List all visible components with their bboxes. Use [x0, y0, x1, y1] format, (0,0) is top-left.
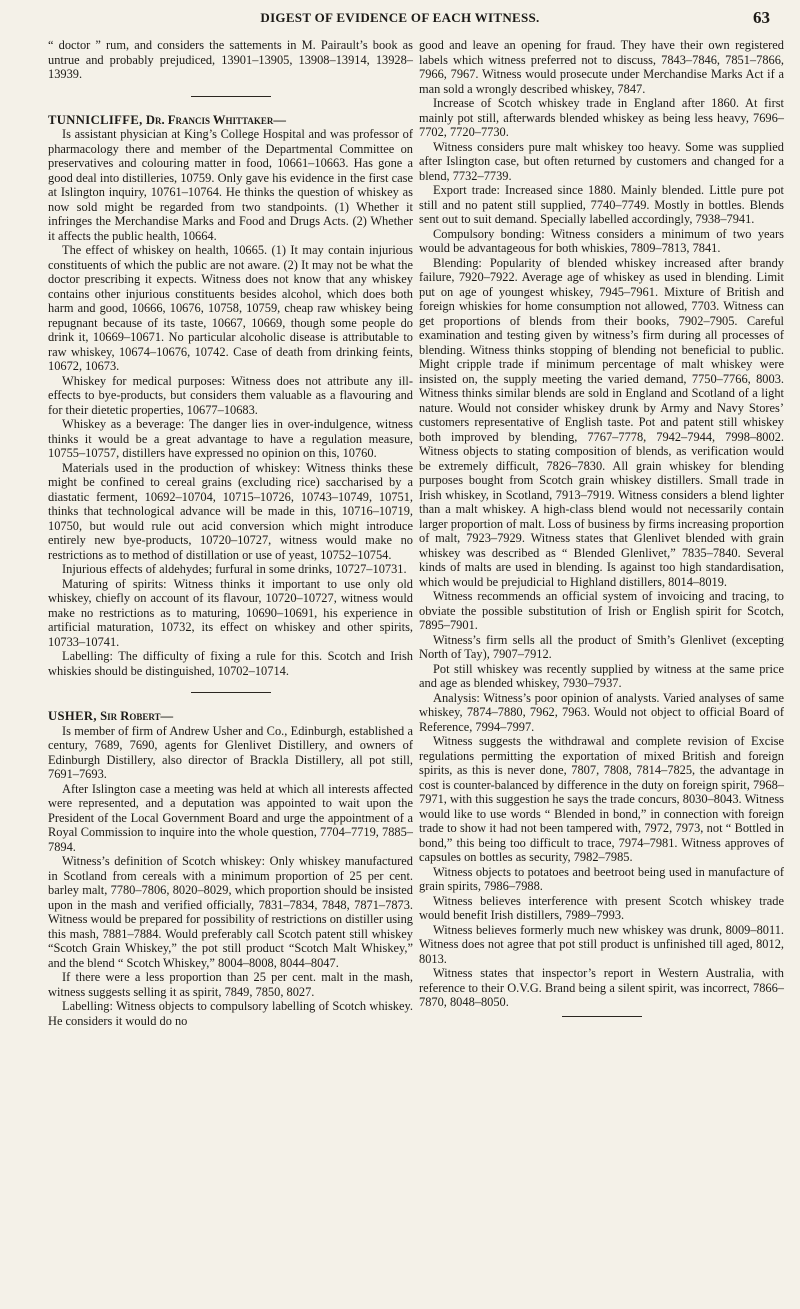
evidence-paragraph: Witness’s firm sells all the product of Smith’s Glenlivet (excepting North of Tay), 7907–7912.: [419, 632, 784, 661]
section-divider: [562, 1016, 642, 1017]
evidence-paragraph: Witness’s definition of Scotch whiskey: Only whiskey manufactured in Scotland from cereals with a minimum proportion of 25 per cent. barley malt, 7780–7806, 8020–8029, which proportion should be insisted upon in the mash and verified officially, 7831–7834, 7848, 7871–7873. Witness would be prepared for possibility of restrictions on distiller using this mash, 7881–7884. Would preferably call Scotch patent still whiskey “Scotch Grain Whiskey,” the pot still product “Scotch Malt Whiskey,” and the blend “ Scotch Whiskey,” 8004–8008, 8044–8047.: [48, 854, 413, 970]
running-title: DIGEST OF EVIDENCE OF EACH WITNESS.: [260, 10, 540, 25]
evidence-paragraph: Materials used in the production of whiskey: Witness thinks these might be confined to cereal grains (excluding rice) saccharised by a diastatic ferment, 10692–10704, 10715–10726, 10743–10749, 10751, thinks that technological advance will be made in this, 10716–10719, 10750, but would rule out acid conversion which might introduce entirely new bye-products, 10720–10727, witness would make no restrictions as to method of distillation or use of yeast, 10752–10754.: [48, 460, 413, 562]
section-divider: [191, 692, 271, 693]
evidence-paragraph: Witness suggests the withdrawal and complete revision of Excise regulations permitting the exportation of mixed British and foreign spirits, as this is never done, 7807, 7808, 7814–7825, the advantage in cost is counter-balanced by difference in the duty on foreign spirit, 7968–7971, with this suggestion he says the trade concurs, 8030–8043. Witness would like to use words “ Blended in bond,” in connection with foreign trade to show it had not been tampered with, 7972, 7973, not “ Bottled in bond,” this being too difficult to trace, 7974–7981. Witness approves of capsules on bottles as security, 7982–7985.: [419, 734, 784, 864]
evidence-paragraph: Injurious effects of aldehydes; furfural in some drinks, 10727–10731.: [62, 562, 407, 576]
witness-heading: [48, 113, 413, 128]
witness-entry-usher: [48, 709, 413, 1028]
evidence-paragraph: Witness states that inspector’s report in Western Australia, with reference to their O.V.G. Brand being a silent spirit, was incorrect, 7866–7870, 8048–8050.: [419, 966, 784, 1009]
evidence-paragraph: Pot still whiskey was recently supplied by witness at the same price and age as blended whiskey, 7930–7937.: [419, 661, 784, 690]
evidence-paragraph: Whiskey for medical purposes: Witness does not attribute any ill-effects to bye-products, but considers them valuable as a flavouring and for their dietetic properties, 10677–10683.: [48, 373, 413, 417]
evidence-paragraph: Analysis: Witness’s poor opinion of analysts. Varied analyses of same whiskey, 7874–7880, 7962, 7963. Would not object to official Board of Reference, 7994–7997.: [419, 690, 784, 734]
evidence-paragraph: Export trade: Increased since 1880. Mainly blended. Little pure pot still and no patent still supplied, 7740–7749. Mostly in bottles. Blends sent out to suit demand. Specially labelled accordingly, 7938–7941.: [419, 183, 784, 226]
evidence-paragraph: If there were a less proportion than 25 per cent. malt in the mash, witness suggests selling it as spirit, 7849, 7850, 8027.: [48, 970, 413, 999]
witness-surname: USHER,: [48, 709, 97, 723]
evidence-paragraph: Maturing of spirits: Witness thinks it important to use only old whiskey, chiefly on account of its flavour, 10720–10727, witness would make no restrictions as to maturing, 10690–10691, his experience in artificial maturation, 10732, its effect on whiskey and other spirits, 10733–10741.: [48, 576, 413, 649]
continued-entry: “ doctor ” rum, and considers the sattements in M. Pairault’s book as untrue and probably prejudiced, 13901–13905, 13908–13914, 13928–13939.: [48, 38, 413, 81]
right-column: [419, 38, 784, 1017]
witness-given-name: Sir Robert—: [100, 709, 174, 723]
evidence-paragraph: good and leave an opening for fraud. They have their own registered labels which witness preferred not to discuss, 7843–7846, 7851–7866, 7966, 7967. Witness would prosecute under Merchandise Marks Act if a man sold a wrongly described whiskey, 7847.: [419, 38, 784, 96]
left-column: [48, 38, 413, 1028]
evidence-paragraph: Blending: Popularity of blended whiskey increased after brandy failure, 7920–7922. Average age of whiskey as used in blending. Limit put on age of youngest whiskey, 7945–7961. Mixture of British and foreign whiskies for home consumption not allowed, 7703. Witness can get proportions of blends from their books, 7902–7905. Careful examination and testing given by witness’s firm during all processes of blending. Witness thinks stopping of blending not beneficial to public. Might cripple trade if minimum percentage of malt whiskey were insisted on, the supply meeting the varied demand, 7750–7766, 8003. Witness thinks similar blends are sold in England and Scotland of a light nature. Would not consider whiskey drunk by Army and Navy Stores’ customers representative of English taste. Pot and patent still whiskey both improved by blending, 7767–7778, 7942–7944, 7998–8002. Witness objects to stating composition of blends, as verification would be extremely difficult, 7826–7830. All grain whiskey for blending purposes bought from Scotch grain whiskey distillers. Small trade in Irish whiskey, in Scotland, 7913–7919. Witness considers a blend lighter than a malt whiskey. A high-class blend would not necessarily contain larger proportion of malt. Loss of business by firms increasing proportion of malt, 7923–7929. Witness states that Glenlivet blended with grain whiskey was described as “ Blended Glenlivet,” 7835–7840. Several kinds of malts are used in blending. Is against too high standardisation, which would be prejudicial to Highland distillers, 8014–8019.: [419, 255, 784, 589]
evidence-paragraph: Witness considers pure malt whiskey too heavy. Some was supplied after Islington case, but often returned by customers and changed for a blend, 7732–7739.: [419, 139, 784, 183]
evidence-paragraph: Is member of firm of Andrew Usher and Co., Edinburgh, established a century, 7689, 7690, agents for Glenlivet Distillery, and owners of Edinburgh Distillery, also director of Brackla Distillery, all pot still, 7691–7693.: [48, 723, 413, 781]
evidence-paragraph: Increase of Scotch whiskey trade in England after 1860. At first mainly pot still, afterwards blended whiskey as being less heavy, 7696–7702, 7720–7730.: [419, 96, 784, 139]
page-number: 63: [753, 8, 770, 27]
evidence-paragraph: Labelling: The difficulty of fixing a rule for this. Scotch and Irish whiskies should be distinguished, 10702–10714.: [48, 649, 413, 678]
page-header: [0, 6, 800, 32]
evidence-paragraph: Witness believes interference with present Scotch whiskey trade would benefit Irish distillers, 7989–7993.: [419, 893, 784, 922]
witness-given-name: Dr. Francis Whittaker—: [145, 112, 286, 127]
evidence-paragraph: Witness recommends an official system of invoicing and tracing, to obviate the possible substitution of Irish or English spirit for Scotch, 7895–7901.: [419, 589, 784, 632]
evidence-paragraph: After Islington case a meeting was held at which all interests affected were represented, and a deputation was appointed to wait upon the President of the Local Government Board and urge the appointment of a Royal Commission to inquire into the whole question, 7704–7719, 7885–7894.: [48, 781, 413, 854]
evidence-paragraph: Whiskey as a beverage: The danger lies in over-indulgence, witness thinks it would be a great advantage to have a regulation measure, 10755–10757, distillers have expressed no opinion on this, 10760.: [48, 417, 413, 460]
evidence-paragraph: Witness believes formerly much new whiskey was drunk, 8009–8011. Witness does not agree that pot still product is unfinished till aged, 8012, 8013.: [419, 922, 784, 966]
evidence-paragraph: Is assistant physician at King’s College Hospital and was professor of pharmacology there and member of the Departmental Committee on preservatives and colouring matter in food, 10661–10663. Has gone a good deal into distilleries, 10759. Only gave his evidence in the first case at Islington inquiry, 10761–10764. He thinks the question of whiskey as now sold might be regarded from two standpoints. (1) Whether it infringes the Merchandise Marks and Food and Drugs Acts. (2) Whether it affects the public health, 10664.: [48, 127, 413, 243]
evidence-paragraph: Labelling: Witness objects to compulsory labelling of Scotch whiskey. He considers it would do no: [48, 999, 413, 1028]
section-divider: [191, 96, 271, 97]
witness-entry-tunnicliffe: [48, 113, 413, 679]
evidence-paragraph: Witness objects to potatoes and beetroot being used in manufacture of grain spirits, 7986–7988.: [419, 864, 784, 893]
witness-surname: TUNNICLIFFE,: [48, 112, 143, 127]
witness-heading: [48, 709, 413, 724]
evidence-paragraph: The effect of whiskey on health, 10665. (1) It may contain injurious constituents of which the public are not aware. (2) It may not be what the doctor prescribing it expects. Witness does not know that any whiskey contains other injurious constituents besides alcohol, which does both harm and good, 10666, 10676, 10758, 10759, cheap raw whiskey being repugnant because of its taste, 10667, 10669, though some people do drink it, 10669–10671. No particular alcoholic disease is attributable to raw whiskey, 10674–10676, 10742. Case of death from drinking feints, 10672, 10673.: [48, 243, 413, 373]
evidence-paragraph: Compulsory bonding: Witness considers a minimum of two years would be advantageous for both whiskies, 7809–7813, 7841.: [419, 226, 784, 255]
